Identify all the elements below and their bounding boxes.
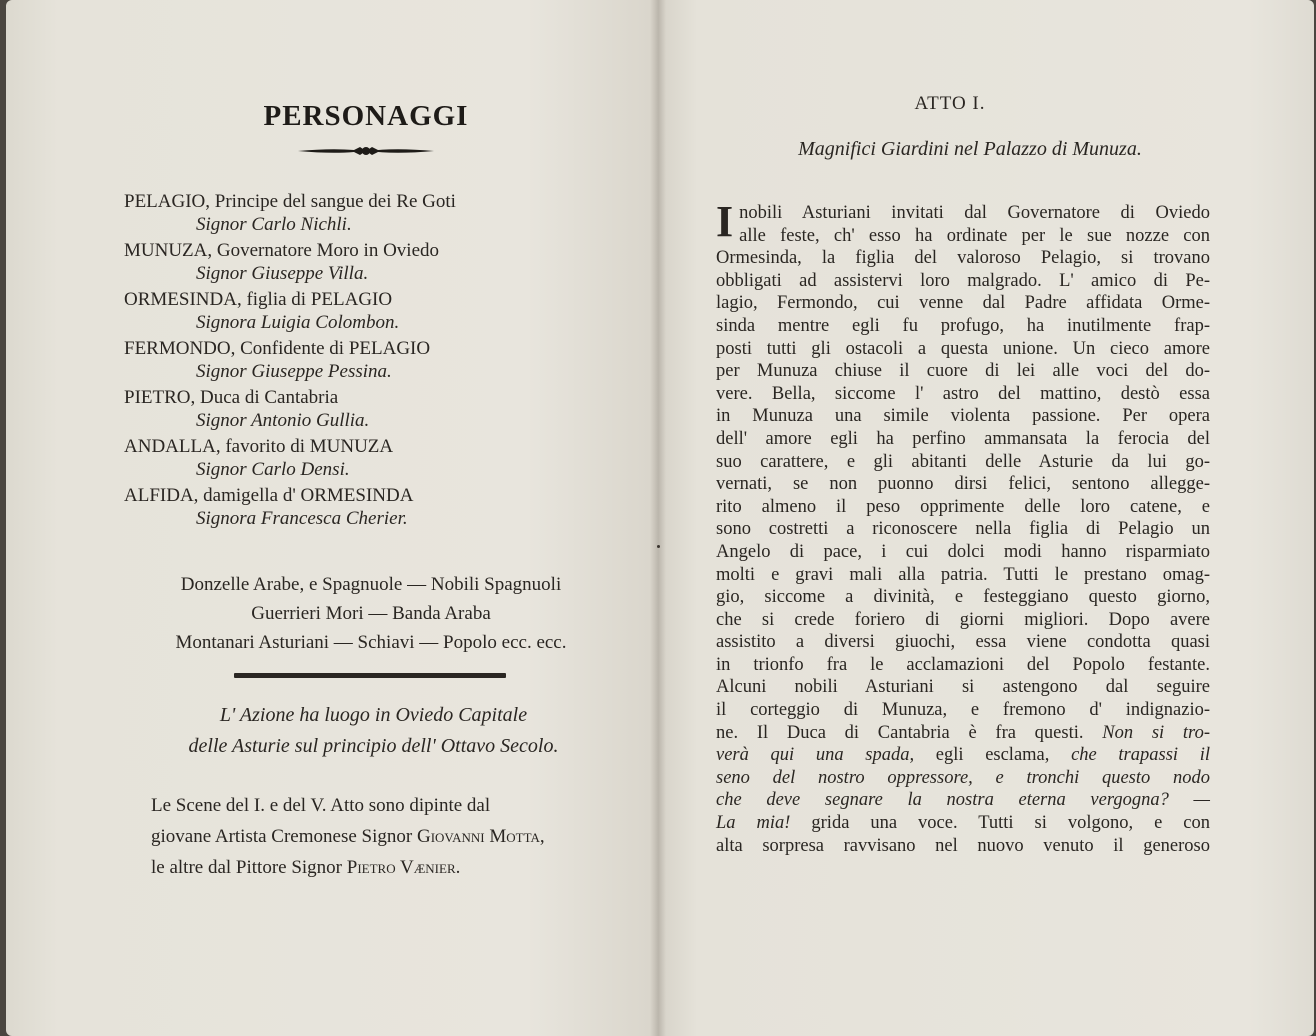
body-line: suo carattere, e gli abitanti delle Asturie da lui go- bbox=[716, 451, 1210, 472]
body-line bbox=[716, 722, 1210, 745]
cast-role: ORMESINDA, figlia di PELAGIO bbox=[124, 289, 393, 310]
body-italic-segment: verà qui una spada, bbox=[716, 745, 915, 766]
body-line: seno del nostro oppressore, e tronchi questo nodo bbox=[716, 767, 1210, 788]
scenes-line bbox=[151, 821, 621, 852]
scenes-line bbox=[151, 852, 621, 883]
left-page bbox=[6, 0, 658, 1036]
body-line: sinda mentre egli fu profugo, ha inutilmente frap- bbox=[716, 315, 1210, 336]
cast-actor: Signor Carlo Densi. bbox=[196, 459, 350, 480]
body-line: Alcuni nobili Asturiani si astengono dal seguire bbox=[716, 677, 1210, 698]
body-text-segment: grida una voce. Tutti si volgono, e con bbox=[790, 813, 1210, 834]
cast-role: PIETRO, Duca di Cantabria bbox=[124, 387, 339, 408]
cast-actor: Signor Antonio Gullia. bbox=[196, 410, 370, 431]
cast-entry bbox=[124, 190, 604, 236]
cast-role: ALFIDA, damigella d' ORMESINDA bbox=[124, 485, 414, 506]
body-line: posti tutti gli ostacoli a questa unione. Un cieco amore bbox=[716, 338, 1210, 359]
cast-role: MUNUZA, Governatore Moro in Oviedo bbox=[124, 240, 440, 261]
scenes-text: giovane Artista Cremonese Signor bbox=[151, 826, 417, 847]
setting-note bbox=[126, 700, 621, 762]
body-text-segment: ne. Il Duca di Cantabria è fra questi. bbox=[716, 722, 1084, 743]
cast-entry bbox=[124, 484, 604, 530]
painter-name: Pietro Vænier bbox=[346, 857, 456, 878]
extras-line: Donzelle Arabe, e Spagnuole — Nobili Spagnuoli bbox=[180, 574, 562, 595]
scenes-credit bbox=[151, 790, 621, 883]
body-text bbox=[716, 197, 1210, 857]
body-line: in trionfo fra le acclamazioni del Popolo festante. bbox=[716, 654, 1210, 675]
scenes-text: , bbox=[539, 826, 545, 847]
body-line: che si crede foriero di giorni migliori. Dopo avere bbox=[716, 609, 1210, 630]
scenes-line: Le Scene del I. e del V. Atto sono dipinte dal bbox=[151, 795, 491, 816]
cast-role: FERMONDO, Confidente di PELAGIO bbox=[124, 338, 431, 359]
body-line: per Munuza chiuse il cuore di lei alle voci del do- bbox=[716, 361, 1210, 382]
extras-list bbox=[126, 570, 616, 657]
body-line bbox=[716, 812, 1210, 835]
body-line: il corteggio di Munuza, e fremono d' indignazio- bbox=[716, 700, 1210, 721]
body-line: sono costretti a riconoscere nella figlia di Pelagio un bbox=[716, 519, 1210, 540]
body-line: dell' amore egli ha perfino ammansata la ferocia del bbox=[716, 428, 1210, 449]
body-italic-segment: che trapassi il bbox=[1071, 745, 1210, 766]
body-line: nobili Asturiani invitati dal Governatore di Oviedo bbox=[739, 203, 1210, 223]
body-italic-segment: Non si tro- bbox=[1102, 722, 1210, 743]
extras-line: Montanari Asturiani — Schiavi — Popolo ecc. ecc. bbox=[175, 632, 567, 653]
act-title: ATTO I. bbox=[914, 93, 986, 114]
extras-line: Guerrieri Mori — Banda Araba bbox=[251, 603, 491, 624]
setting-line: delle Asturie sul principio dell' Ottavo Secolo. bbox=[188, 735, 559, 757]
page-heading: PERSONAGGI bbox=[263, 100, 469, 132]
cast-actor: Signora Francesca Cherier. bbox=[196, 508, 408, 529]
body-line: lagio, Fermondo, cui venne dal Padre affidata Orme- bbox=[716, 293, 1210, 314]
body-line: gio, siccome a divinità, e festeggiano questo giorno, bbox=[716, 587, 1210, 608]
scenes-text: . bbox=[455, 857, 461, 878]
body-line: obbligati ad assistervi loro malgrado. L' amico di Pe- bbox=[716, 270, 1210, 291]
body-line: vere. Bella, siccome l' astro del mattino, destò essa bbox=[716, 383, 1210, 404]
cast-actor: Signor Giuseppe Villa. bbox=[196, 263, 369, 284]
book-gutter bbox=[650, 0, 666, 1036]
artist-name: Giovanni Motta bbox=[416, 826, 540, 847]
body-line: alle feste, ch' esso ha ordinate per le sue nozze con bbox=[739, 225, 1210, 246]
cast-actor: Signora Luigia Colombon. bbox=[196, 312, 400, 333]
cast-entry bbox=[124, 288, 604, 334]
ornament-divider bbox=[296, 143, 436, 159]
cast-actor: Signor Giuseppe Pessina. bbox=[196, 361, 392, 382]
setting-line: L' Azione ha luogo in Oviedo Capitale bbox=[219, 704, 528, 726]
body-line: alta sorpresa ravvisano nel nuovo venuto il generoso bbox=[716, 835, 1210, 856]
cast-role: PELAGIO, Principe del sangue dei Re Goti bbox=[124, 191, 456, 212]
cast-entry bbox=[124, 337, 604, 383]
body-text-segment: egli esclama, bbox=[914, 745, 1072, 766]
body-line bbox=[716, 744, 1210, 767]
cast-role: ANDALLA, favorito di MUNUZA bbox=[124, 436, 394, 457]
body-line: rito almeno il peso opprimente delle loro catene, e bbox=[716, 496, 1210, 517]
body-line: in Munuza una simile violenta passione. Per opera bbox=[716, 406, 1210, 427]
drop-cap: I bbox=[716, 197, 734, 246]
cast-entry bbox=[124, 239, 604, 285]
cast-actor: Signor Carlo Nichli. bbox=[196, 214, 352, 235]
horizontal-rule bbox=[234, 673, 506, 678]
body-line: Angelo di pace, i cui dolci modi hanno risparmiato bbox=[716, 541, 1210, 562]
body-line: molti e gravi mali alla patria. Tutti le prestano omag- bbox=[716, 564, 1210, 585]
body-line: vernati, se non puonno dirsi felici, sentono allegge- bbox=[716, 474, 1210, 495]
scenes-text: le altre dal Pittore Signor bbox=[151, 857, 347, 878]
cast-entry bbox=[124, 435, 604, 481]
ink-speck bbox=[657, 545, 660, 548]
cast-list bbox=[124, 190, 604, 533]
cast-entry bbox=[124, 386, 604, 432]
scene-title: Magnifici Giardini nel Palazzo di Munuza. bbox=[798, 138, 1142, 160]
body-italic-segment: La mia! bbox=[716, 813, 791, 834]
body-line: assistito a diversi giuochi, essa viene condotta quasi bbox=[716, 632, 1210, 653]
body-line: che deve segnare la nostra eterna vergogna? — bbox=[716, 790, 1210, 811]
body-line: Ormesinda, la figlia del valoroso Pelagio, si trovano bbox=[716, 248, 1210, 269]
